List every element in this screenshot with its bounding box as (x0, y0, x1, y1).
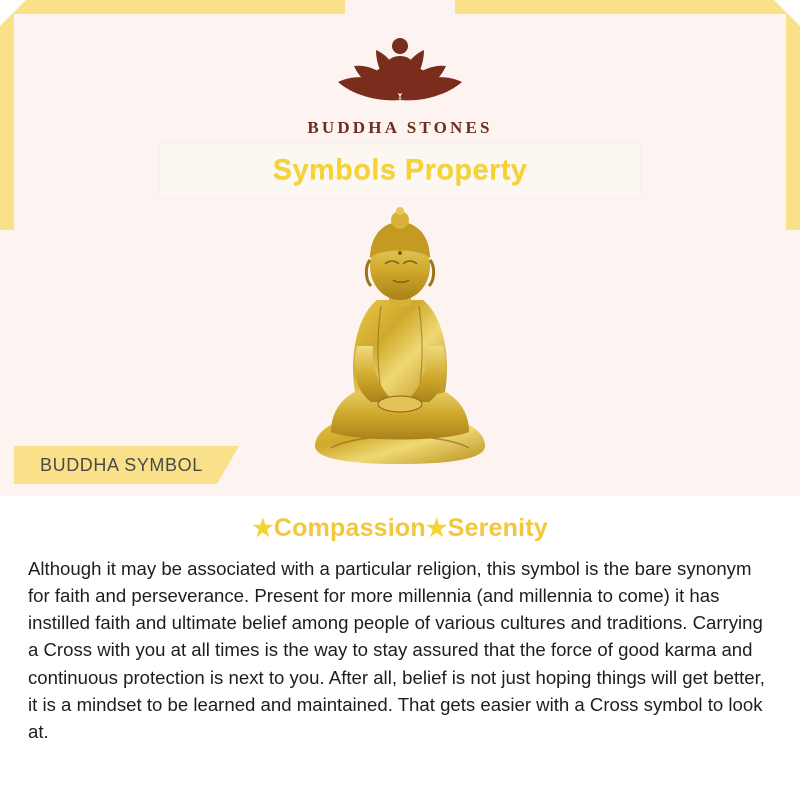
subtitle-word-one: Compassion (273, 514, 426, 542)
lotus-meditation-icon (310, 22, 490, 112)
brand-header (0, 0, 800, 138)
content-paragraph: Although it may be associated with a particular religion, this symbol is the bare synonym for faith and perseverance. Present for more millennia (and millennia to come) it has instilled faith and ultimate belief among people of various cultures and traditions. Carrying a Cross with you at all times is the way to stay assured that the force of good karma and continuous protection is next to you. After all, belief is not just hoping things will get better, it is a mindset to be learned and maintained. That gets easier with a Cross symbol to look at. (28, 558, 765, 742)
section-tag (14, 446, 239, 484)
title-band (160, 144, 640, 196)
star-icon-right: ★ (425, 515, 448, 542)
section-tag-label-wrap (14, 446, 217, 484)
page-title: Symbols Property (272, 153, 528, 186)
content-panel (0, 496, 800, 800)
content-subtitle (0, 496, 800, 543)
brand-name: BUDDHA STONES (307, 118, 493, 137)
star-icon-left: ★ (252, 515, 274, 542)
section-tag-tail (217, 446, 239, 484)
subtitle-word-two: Serenity (447, 514, 548, 542)
section-tag-label: BUDDHA SYMBOL (40, 454, 203, 475)
golden-buddha-icon (285, 196, 515, 486)
